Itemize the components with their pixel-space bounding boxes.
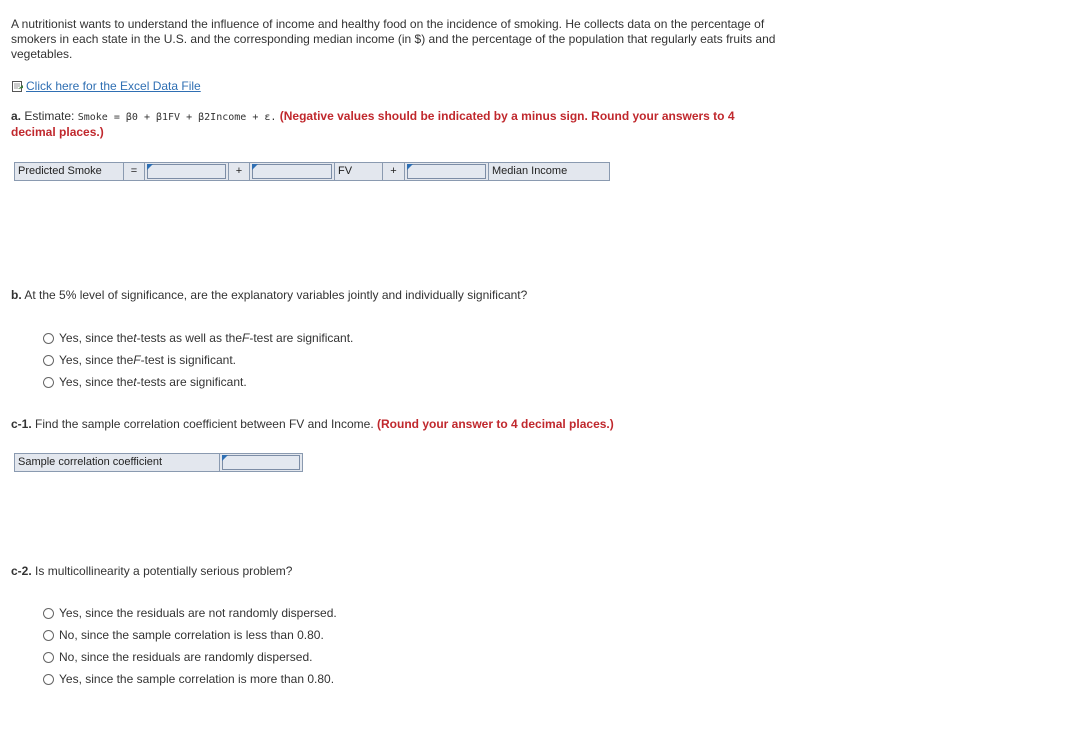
part-b-option-3[interactable]: Yes, since the t -tests are significant.: [43, 371, 353, 393]
part-c2-text: Is multicollinearity a potentially serious problem?: [35, 564, 293, 578]
part-c2-option-4[interactable]: Yes, since the sample correlation is more than 0.80.: [43, 668, 337, 690]
part-c2-option-1[interactable]: Yes, since the residuals are not randomly dispersed.: [43, 602, 337, 624]
fv-label: FV: [335, 163, 383, 180]
input-flag-icon: [147, 164, 153, 170]
radio-button[interactable]: [43, 630, 54, 641]
part-c2-options: [43, 602, 337, 690]
radio-button[interactable]: [43, 608, 54, 619]
radio-button[interactable]: [43, 377, 54, 388]
part-c2-option-2[interactable]: No, since the sample correlation is less than 0.80.: [43, 624, 337, 646]
excel-file-link-label: Click here for the Excel Data File: [26, 79, 201, 93]
part-c2-option-3[interactable]: No, since the residuals are randomly dispersed.: [43, 646, 337, 668]
part-a-label: a.: [11, 109, 22, 123]
correlation-answer-table: [14, 453, 303, 472]
income-coefficient-input[interactable]: [405, 163, 489, 180]
excel-file-icon: [11, 80, 24, 93]
intercept-input[interactable]: [145, 163, 229, 180]
plus-sign-2: +: [383, 163, 405, 180]
correlation-input[interactable]: [220, 454, 302, 471]
part-b-options: [43, 327, 353, 393]
regression-equation: Smoke = β0 + β1FV + β2Income + ε.: [77, 112, 277, 123]
part-a-instruction: (Negative values should be indicated by a minus sign. Round your answers to 4: [279, 109, 735, 123]
part-b-question: [11, 288, 527, 303]
part-a-question: [11, 109, 735, 140]
radio-button[interactable]: [43, 652, 54, 663]
input-flag-icon: [222, 455, 228, 461]
part-c2-question: [11, 564, 292, 579]
median-income-label: Median Income: [489, 163, 609, 180]
part-c2-label: c-2.: [11, 564, 32, 578]
part-b-option-1[interactable]: Yes, since the t -tests as well as the F -test are significant.: [43, 327, 353, 349]
regression-answer-table: [14, 162, 610, 181]
input-flag-icon: [252, 164, 258, 170]
part-c1-question: [11, 417, 614, 432]
excel-file-link[interactable]: [11, 79, 201, 93]
radio-button[interactable]: [43, 333, 54, 344]
predicted-smoke-label: Predicted Smoke: [15, 163, 124, 180]
part-a-text: Estimate:: [24, 109, 75, 123]
radio-button[interactable]: [43, 674, 54, 685]
plus-sign-1: +: [229, 163, 250, 180]
part-b-option-2[interactable]: Yes, since the F -test is significant.: [43, 349, 353, 371]
part-c1-label: c-1.: [11, 417, 32, 431]
input-flag-icon: [407, 164, 413, 170]
part-c1-instruction: (Round your answer to 4 decimal places.): [377, 417, 614, 431]
radio-button[interactable]: [43, 355, 54, 366]
part-a-instruction-cont: decimal places.): [11, 125, 104, 139]
fv-coefficient-input[interactable]: [250, 163, 335, 180]
equals-sign: =: [124, 163, 145, 180]
problem-intro: A nutritionist wants to understand the influence of income and healthy food on the incidence of smoking. He collects data on the percentage of smokers in each state in the U.S. and the corresponding median income (in $) and the percentage of the population that regularly eats fruits and vegetables.: [11, 17, 776, 61]
part-c1-text: Find the sample correlation coefficient between FV and Income.: [35, 417, 374, 431]
correlation-label: Sample correlation coefficient: [15, 454, 220, 471]
part-b-label: b.: [11, 288, 22, 302]
part-b-text: At the 5% level of significance, are the explanatory variables jointly and individually significant?: [24, 288, 528, 302]
